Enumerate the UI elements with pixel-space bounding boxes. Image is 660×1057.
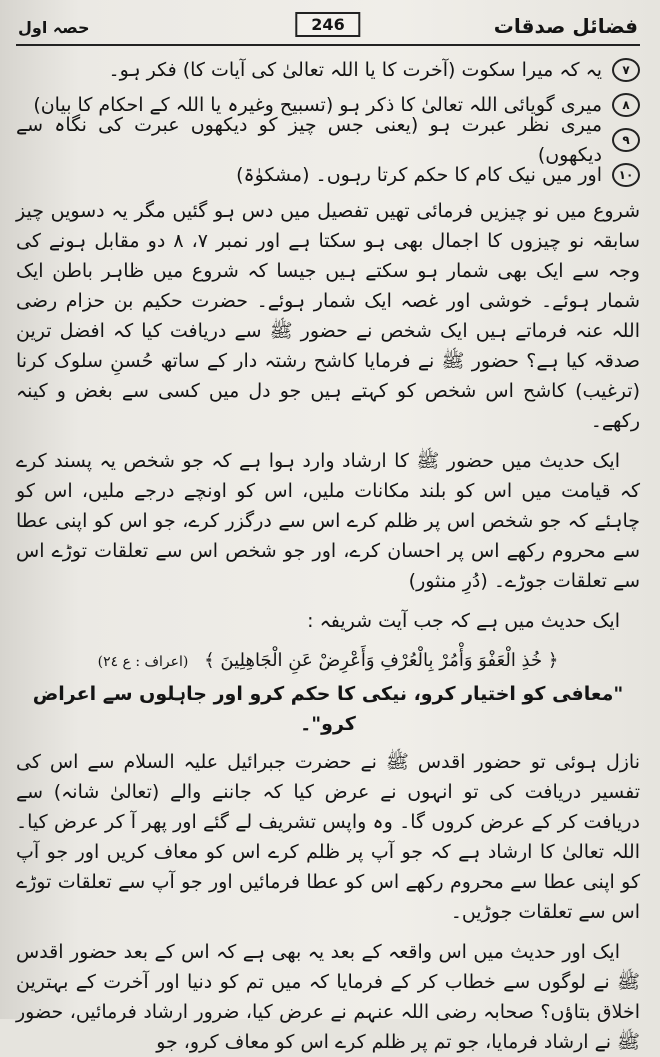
item-text: میری نظر عبرت ہو (یعنی جس چیز کو دیکھوں عبرت کی نگاہ سے دیکھوں) <box>16 113 602 166</box>
list-item <box>16 52 640 87</box>
item-text: میری گویائی اللہ تعالیٰ کا ذکر ہو (تسبیح وغیرہ یا اللہ کے احکام کا بیان) <box>33 93 602 116</box>
page-body <box>16 52 640 1057</box>
verse-translation: "معافی کو اختیار کرو، نیکی کا حکم کرو اور جاہلوں سے اعراض کرو"۔ <box>32 683 624 735</box>
list-item <box>16 113 640 166</box>
ayah-text: ﴿ خُذِ الْعَفْوَ وَأْمُرْ بِالْعُرْفِ وَأَعْرِضْ عَنِ الْجَاهِلِينَ ﴾ <box>204 650 559 671</box>
section-label: حصہ اول <box>18 18 90 37</box>
ayah-reference: (اعراف : ع ٢٤) <box>97 654 189 670</box>
book-title: فضائل صدقات <box>493 14 638 38</box>
paragraph-hadith-high-ranks: ایک حدیث میں حضور ﷺ کا ارشاد وارد ہوا ہے کہ جو شخص یہ پسند کرے کہ قیامت میں اس کو بلند مکانات ملیں، اس کو اونچے درجے ملیں، اس کو چاہئے کہ جو شخص اس پر ظلم کرے اس سے درگزر کرے، جو اس کو اپنی عطا سے محروم رکھے اس پر احسان کرے، اور جو شخص اس سے تعلقات توڑے اس سے تعلقات جوڑے۔ (دُرِ منثور) <box>16 450 640 592</box>
item-number: ٧ <box>612 58 640 82</box>
paragraph-commentary: شروع میں نو چیزیں فرمائی تھیں تفصیل میں دس ہو گئیں مگر یہ دسویں چیز سابقہ نو چیزوں کا اجمال بھی ہو سکتا ہے اور نمبر ٧، ٨ دو مقابل ہونے کی وجہ سے ایک بھی شمار ہو سکتے ہیں جیسا کہ شروع میں ظاہر باطن ایک شمار ہوئے۔ خوشی اور غصہ ایک شمار ہوئے۔ حضرت حکیم بن حزام رضی اللہ عنہ فرماتے ہیں ایک شخص نے حضور ﷺ سے دریافت کیا کہ افضل ترین صدقہ کیا ہے؟ حضور ﷺ نے فرمایا کاشح رشتہ دار کے ساتھ حُسنِ سلوک کرنا (ترغیب) کاشح اس شخص کو کہتے ہیں جو دل میں کسی سے بغض و کینہ رکھے۔ <box>16 200 640 432</box>
item-number: ١٠ <box>612 163 640 187</box>
paragraph-another-hadith: ایک اور حدیث میں اس واقعہ کے بعد یہ بھی ہے کہ اس کے بعد حضور اقدس ﷺ نے لوگوں سے خطاب کر کے فرمایا کہ میں تم کو دنیا اور آخرت کے بہترین اخلاق بتاؤں؟ صحابہ رضی اللہ عنہم نے عرض کیا، ضرور ارشاد فرمائیں، حضور ﷺ نے ارشاد فرمایا، جو تم پر ظلم کرے اس کو معاف کرو، جو <box>16 941 640 1053</box>
item-number: ٨ <box>612 93 640 117</box>
item-text: اور میں نیک کام کا حکم کرتا رہوں۔ (مشکوٰۃ) <box>236 163 602 186</box>
item-text: یہ کہ میرا سکوت (آخرت کا یا اللہ تعالیٰ کی آیات کا) فکر ہو۔ <box>108 58 602 81</box>
numbered-list <box>16 52 640 192</box>
page-header <box>16 8 640 46</box>
paragraph-ayah-intro: ایک حدیث میں ہے کہ جب آیت شریفہ : <box>307 610 620 632</box>
page-number: 246 <box>295 12 360 37</box>
item-number: ٩ <box>612 128 640 152</box>
paragraph-revelation: نازل ہوئی تو حضور اقدس ﷺ نے حضرت جبرائیل علیہ السلام سے اس کی تفسیر دریافت کی تو انہوں نے عرض کیا کہ جاننے والے (تعالیٰ شانہ) سے دریافت کر کے عرض کروں گا۔ وہ واپس تشریف لے گئے اور پھر آ کر عرض کیا۔ اللہ تعالیٰ کا ارشاد ہے کہ جو آپ پر ظلم کرے اس کو معاف کریں اور جو آپ کو اپنی عطا سے محروم رکھے اس کو عطا فرمائیں اور جو آپ سے تعلقات توڑے اس سے تعلقات جوڑیں۔ <box>16 751 640 923</box>
quran-verse <box>16 646 640 677</box>
